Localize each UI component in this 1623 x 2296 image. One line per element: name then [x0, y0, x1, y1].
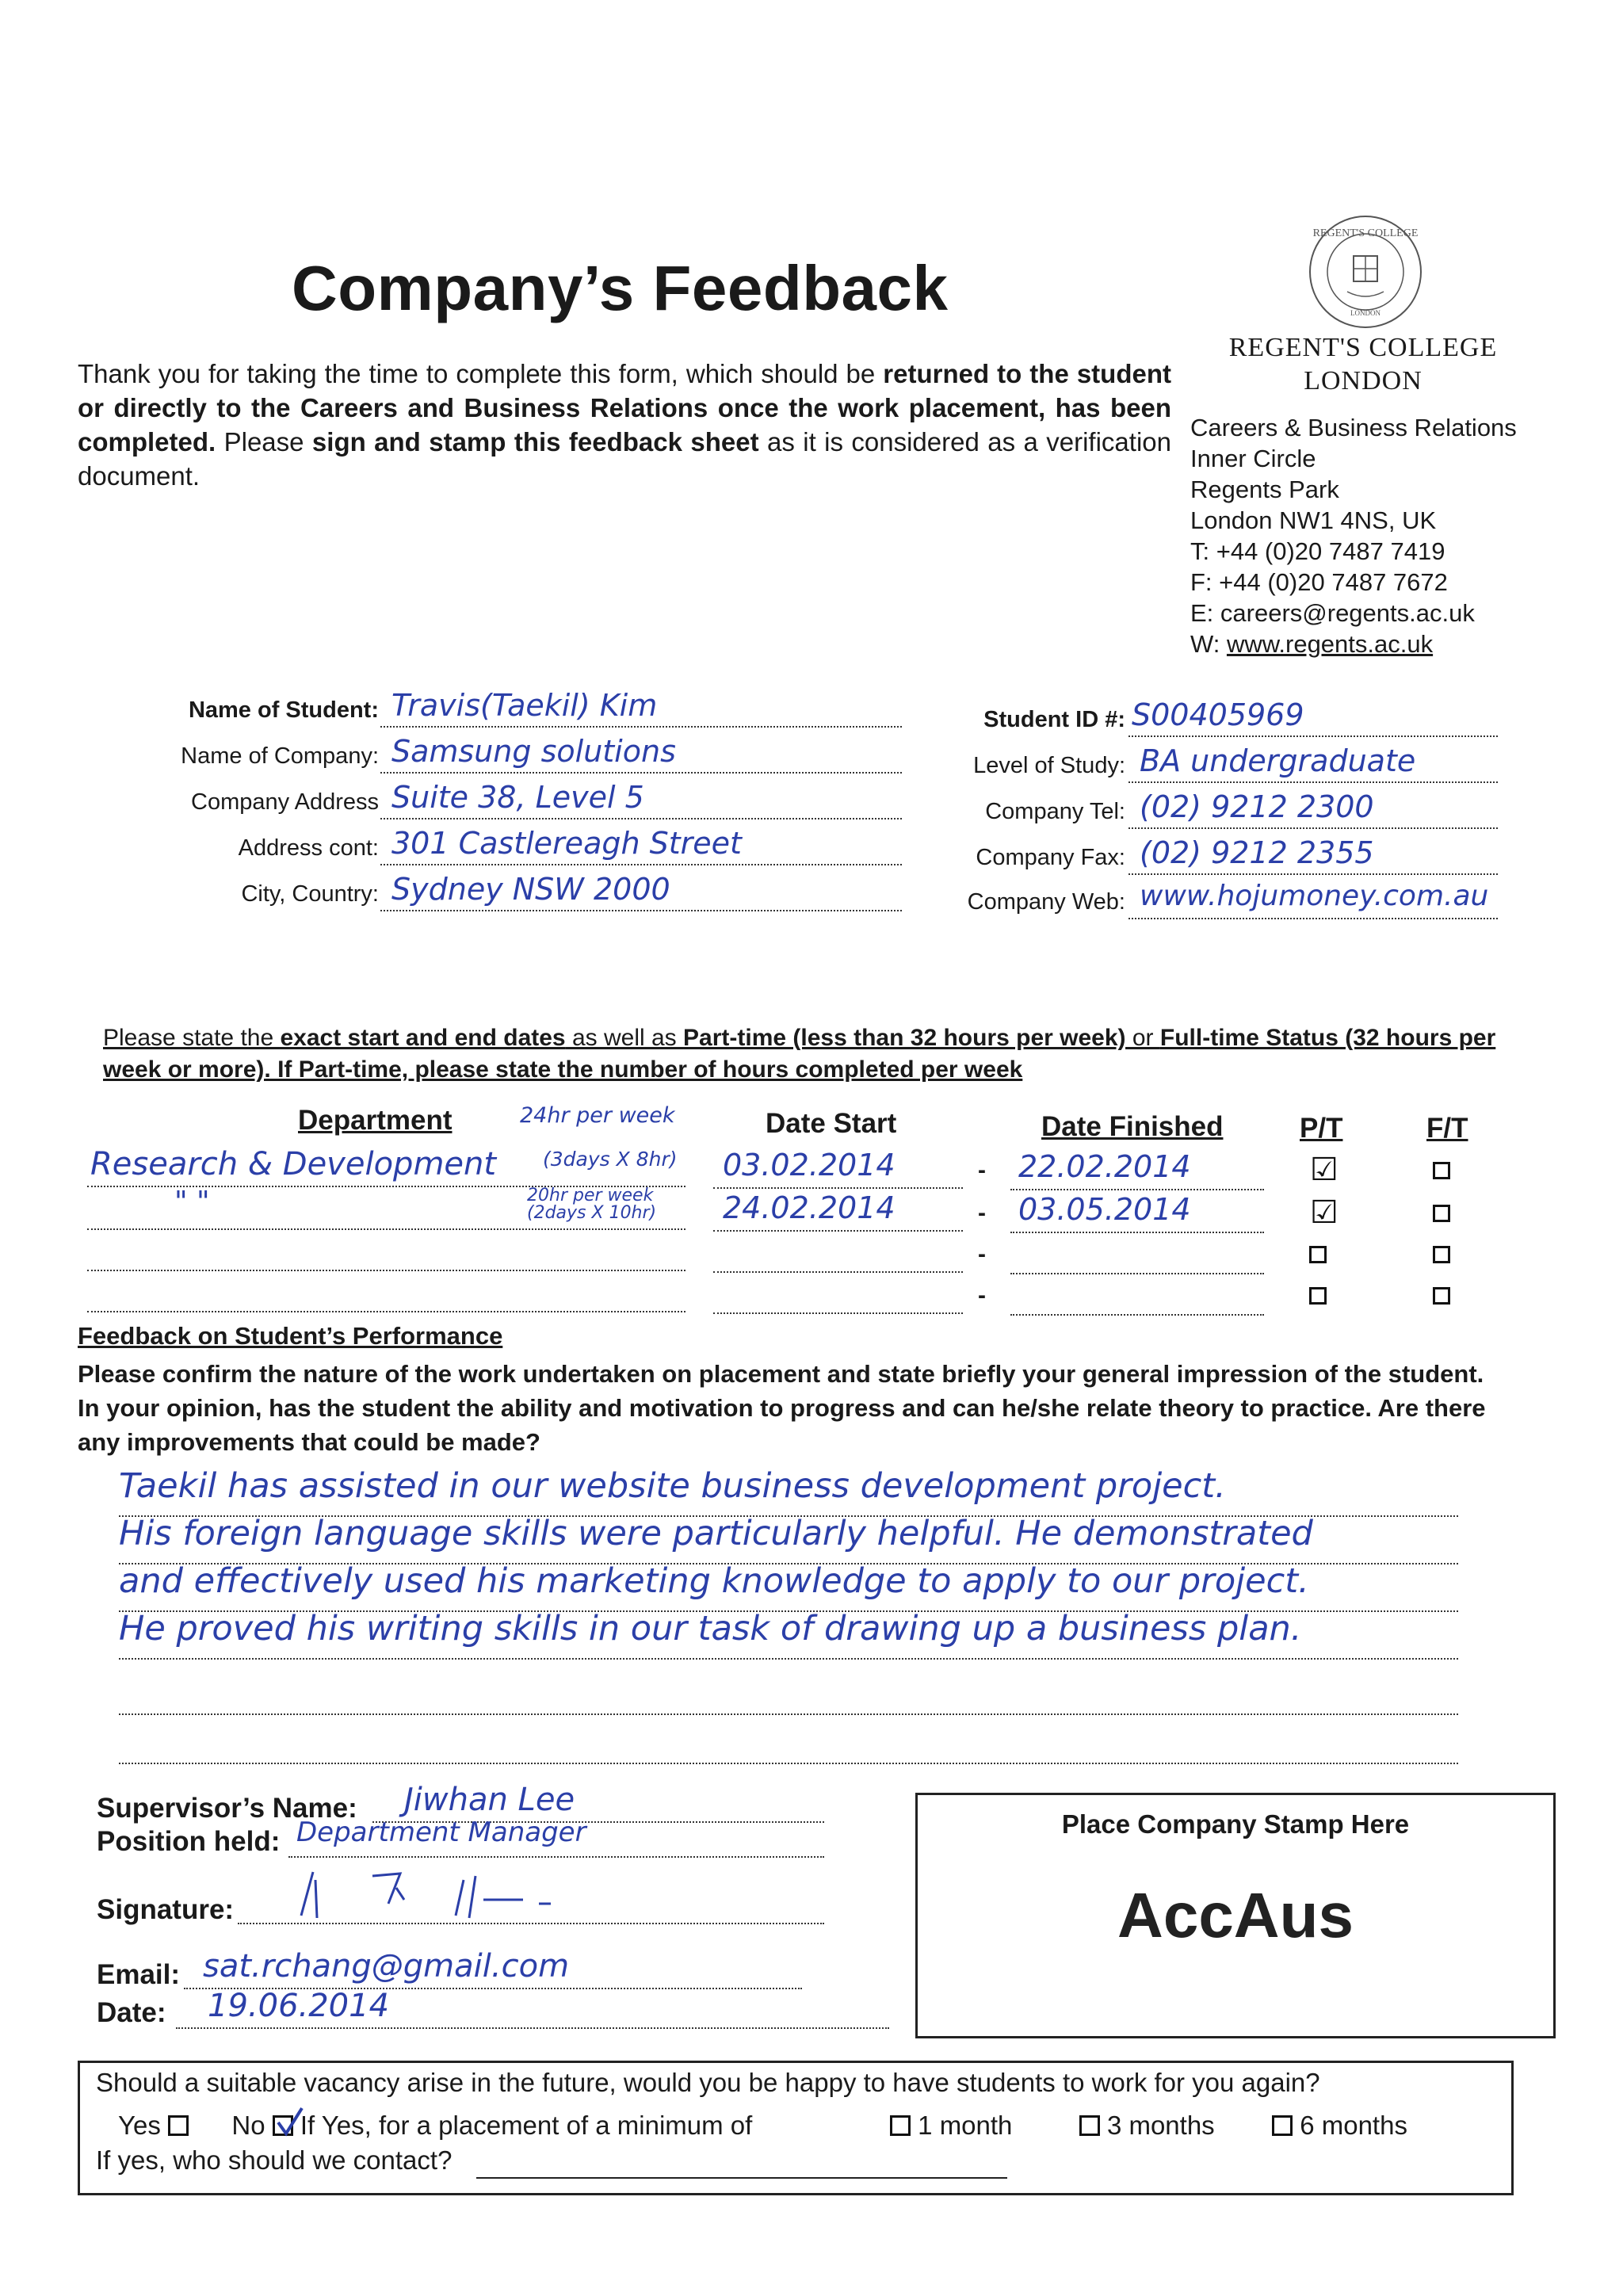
level-of-study-field[interactable] — [1128, 743, 1498, 783]
company-web-field[interactable] — [1128, 880, 1498, 919]
department-row-2[interactable] — [87, 1186, 685, 1230]
pt-checkbox[interactable] — [1309, 1287, 1327, 1305]
department-row-3[interactable] — [87, 1233, 685, 1271]
date-finished-value: 22.02.2014 — [1018, 1149, 1191, 1184]
supervisor-name-label: Supervisor’s Name: — [97, 1793, 357, 1824]
college-seal-icon — [1306, 212, 1425, 331]
contact-label: If yes, who should we contact? — [96, 2145, 453, 2175]
six-months-label: 6 months — [1300, 2111, 1407, 2140]
ft-checkbox[interactable] — [1433, 1246, 1450, 1263]
company-name-field[interactable] — [380, 734, 902, 774]
address-cont-label: Address cont: — [238, 835, 379, 861]
if-yes-label: If Yes, for a placement of a minimum of — [300, 2111, 753, 2140]
feedback-line[interactable] — [119, 1721, 1458, 1764]
address-cont-field[interactable] — [380, 826, 902, 865]
signature-field[interactable] — [238, 1889, 824, 1924]
feedback-text: and effectively used his marketing knowledge to apply to our project. — [119, 1561, 1309, 1601]
feedback-line[interactable] — [119, 1514, 1458, 1564]
date-start-row-3[interactable] — [713, 1235, 963, 1273]
college-website-link[interactable]: www.regents.ac.uk — [1226, 630, 1434, 658]
feedback-question: Please confirm the nature of the work undertaken on placement and state briefly your general impression of the student. In your opinion, has the student the ability and motivation to progress and can he/she relate theory to practice. Are there any improvements that could be made? — [78, 1360, 1486, 1456]
three-months-label: 3 months — [1106, 2111, 1215, 2140]
date-separator: - — [978, 1241, 986, 1267]
date-finished-row-1[interactable] — [1010, 1149, 1264, 1190]
hours-note: (3days X 8hr) — [543, 1148, 678, 1171]
student-name-label: Name of Student: — [188, 697, 379, 723]
position-held-value: Department Manager — [296, 1817, 586, 1848]
city-country-label: City, Country: — [241, 881, 379, 907]
ft-checkbox[interactable] — [1433, 1162, 1450, 1179]
date-finished-value: 03.05.2014 — [1018, 1192, 1191, 1227]
feedback-line[interactable] — [119, 1561, 1458, 1612]
feedback-text: His foreign language skills were particularly helpful. He demonstrated — [119, 1514, 1313, 1553]
pt-checkbox-checked[interactable]: ☑ — [1310, 1152, 1338, 1187]
intro-text: Thank you for taking the time to complete this form, which should be returned to the student or directly to the Careers and Business Relations once the work placement, has been completed. Please sign and stamp this feedback sheet as it is considered as a verification document. — [78, 359, 1171, 491]
yes-checkbox[interactable] — [168, 2115, 189, 2136]
feedback-line[interactable] — [119, 1466, 1458, 1517]
company-fax-label: Company Fax: — [976, 845, 1125, 870]
company-address-value: Suite 38, Level 5 — [391, 780, 644, 815]
placement-instructions: Please state the exact start and end dates as well as Part-time (less than 32 hours per week) or Full-time Status (32 hours per week or more). If Part-time, please state the number of hours completed per week — [103, 1025, 1496, 1083]
handwritten-signature — [285, 1856, 618, 1927]
vacancy-question: Should a suitable vacancy arise in the future, would you be happy to have students to work for you again? — [96, 2068, 1320, 2097]
department-column-header: Department — [298, 1105, 453, 1136]
student-id-field[interactable] — [1128, 697, 1498, 737]
email-label: Email: — [97, 1959, 181, 1990]
one-month-label: 1 month — [918, 2111, 1013, 2140]
company-address-field[interactable] — [380, 780, 902, 819]
vacancy-section — [78, 2061, 1514, 2195]
address-line: Careers & Business Relations — [1190, 414, 1517, 441]
company-address-label: Company Address — [191, 789, 379, 815]
company-web-label: Company Web: — [967, 889, 1125, 915]
stamp-box-label: Place Company Stamp Here — [1061, 1809, 1410, 1839]
company-tel-field[interactable] — [1128, 789, 1498, 829]
email-field[interactable] — [184, 1948, 802, 1989]
date-value: 19.06.2014 — [208, 1988, 390, 2024]
company-fax-field[interactable] — [1128, 835, 1498, 875]
svg-text:LONDON: LONDON — [1350, 309, 1381, 317]
address-cont-value: 301 Castlereagh Street — [391, 826, 742, 861]
address-line: Regents Park — [1190, 476, 1339, 503]
feedback-text: He proved his writing skills in our task of drawing up a business plan. — [119, 1609, 1302, 1648]
no-checkbox-checked[interactable] — [273, 2115, 293, 2136]
department-row-4[interactable] — [87, 1274, 685, 1312]
level-of-study-value: BA undergraduate — [1140, 743, 1416, 778]
college-name: REGENT'S COLLEGE LONDON — [1228, 333, 1498, 395]
supervisor-name-value: Jiwhan Lee — [404, 1782, 575, 1818]
feedback-heading: Feedback on Student’s Performance — [78, 1322, 503, 1350]
city-country-value: Sydney NSW 2000 — [391, 872, 670, 907]
hours-annotation: 24hr per week — [520, 1103, 675, 1128]
date-start-column-header: Date Start — [766, 1108, 897, 1139]
date-field[interactable] — [176, 1988, 889, 2029]
feedback-text: Taekil has assisted in our website business development project. — [119, 1466, 1226, 1506]
ft-checkbox[interactable] — [1433, 1287, 1450, 1305]
signature-label: Signature: — [97, 1894, 235, 1925]
date-finished-row-2[interactable] — [1010, 1192, 1264, 1233]
date-start-value: 03.02.2014 — [723, 1148, 896, 1182]
student-id-label: Student ID #: — [983, 707, 1125, 732]
date-separator: - — [978, 1157, 986, 1183]
level-of-study-label: Level of Study: — [973, 753, 1125, 778]
company-name-value: Samsung solutions — [391, 734, 676, 769]
date-separator: - — [978, 1282, 986, 1308]
date-start-row-2[interactable] — [713, 1190, 963, 1232]
college-address — [1190, 412, 1517, 659]
student-name-field[interactable] — [380, 688, 902, 728]
pt-checkbox[interactable] — [1309, 1246, 1327, 1263]
feedback-line[interactable] — [119, 1672, 1458, 1715]
date-finished-row-4[interactable] — [1010, 1278, 1264, 1316]
three-months-checkbox[interactable] — [1079, 2115, 1100, 2136]
address-web-line: W: www.regents.ac.uk — [1190, 630, 1434, 658]
address-line: London NW1 4NS, UK — [1190, 506, 1437, 534]
student-id-value: S00405969 — [1132, 697, 1304, 732]
address-line: Inner Circle — [1190, 445, 1316, 472]
company-stamp-box — [915, 1793, 1556, 2038]
address-line: T: +44 (0)20 7487 7419 — [1190, 537, 1445, 565]
pt-checkbox-checked[interactable]: ☑ — [1310, 1195, 1338, 1230]
department-row-1[interactable] — [87, 1146, 685, 1187]
one-month-checkbox[interactable] — [890, 2115, 911, 2136]
date-finished-column-header: Date Finished — [1041, 1111, 1224, 1142]
ft-column-header: F/T — [1426, 1113, 1468, 1144]
position-held-field[interactable] — [288, 1817, 824, 1858]
contact-field[interactable] — [476, 2145, 1007, 2179]
date-start-value: 24.02.2014 — [723, 1190, 896, 1225]
student-name-value: Travis(Taekil) Kim — [391, 688, 658, 723]
department-value: Research & Development — [90, 1146, 497, 1182]
checkmark-icon — [273, 2107, 305, 2138]
page-title: Company’s Feedback — [292, 253, 949, 323]
pt-column-header: P/T — [1300, 1113, 1343, 1144]
address-line: E: careers@regents.ac.uk — [1190, 599, 1475, 627]
address-line: F: +44 (0)20 7487 7672 — [1190, 568, 1448, 596]
date-start-row-1[interactable] — [713, 1148, 963, 1189]
email-value: sat.rchang@gmail.com — [203, 1948, 570, 1985]
hours-note: 20hr per week (2days X 10hr) — [527, 1186, 657, 1223]
svg-text:REGENT'S COLLEGE: REGENT'S COLLEGE — [1312, 227, 1419, 239]
company-fax-value: (02) 9212 2355 — [1140, 835, 1374, 870]
position-held-label: Position held: — [97, 1826, 281, 1857]
company-tel-label: Company Tel: — [985, 799, 1125, 824]
ft-checkbox[interactable] — [1433, 1205, 1450, 1222]
six-months-checkbox[interactable] — [1272, 2115, 1293, 2136]
company-web-value: www.hojumoney.com.au — [1140, 880, 1489, 912]
company-tel-value: (02) 9212 2300 — [1140, 789, 1374, 824]
no-option-label: No — [231, 2111, 265, 2140]
date-finished-row-3[interactable] — [1010, 1236, 1264, 1274]
date-start-row-4[interactable] — [713, 1276, 963, 1314]
company-name-label: Name of Company: — [181, 743, 379, 769]
department-value: " " — [174, 1186, 210, 1218]
city-country-field[interactable] — [380, 872, 902, 911]
date-separator: - — [978, 1200, 986, 1226]
yes-option-label: Yes — [118, 2111, 161, 2140]
feedback-line[interactable] — [119, 1609, 1458, 1660]
duration-options — [890, 2111, 1407, 2141]
vacancy-options-row — [118, 2111, 752, 2141]
company-stamp-logo: AccAus — [1117, 1880, 1354, 1950]
date-label: Date: — [97, 1997, 166, 2028]
